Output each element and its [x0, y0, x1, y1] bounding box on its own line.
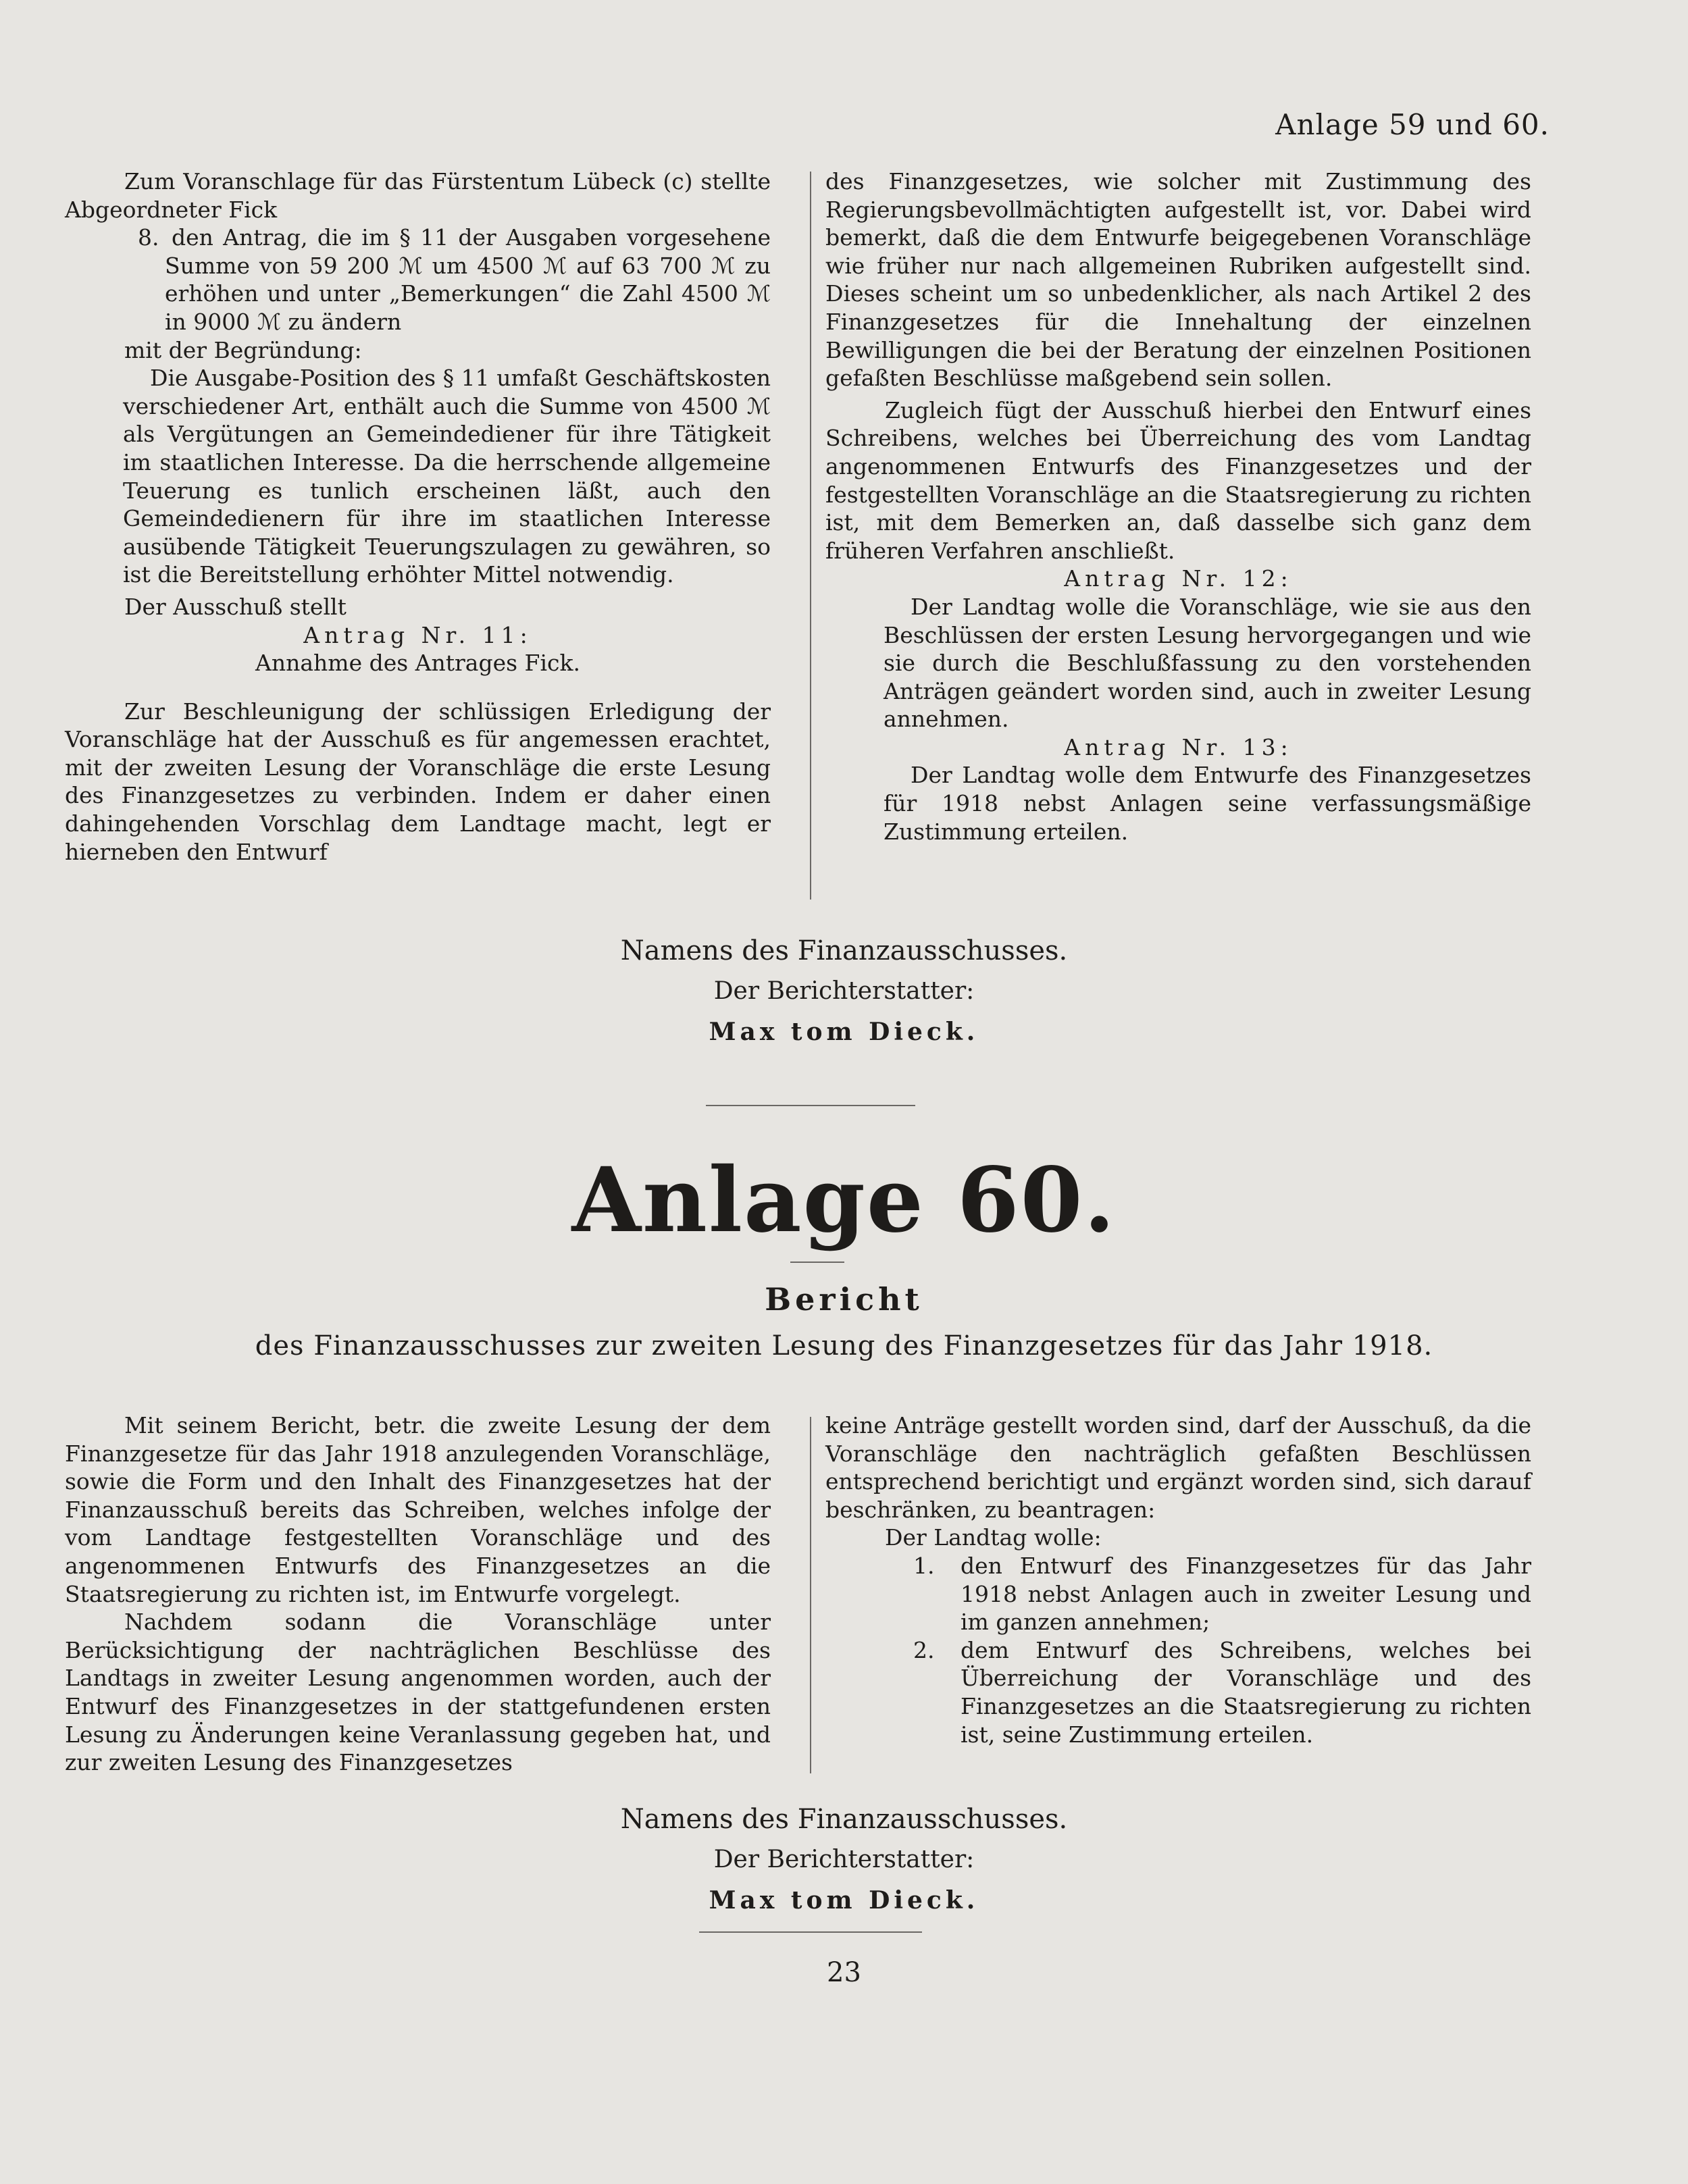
proposal-item-2 [825, 1636, 1531, 1748]
report-paragraph-1: Mit seinem Bericht, betr. die zweite Lesung der dem Finanzgesetze für das Jahr 1918 anzulegenden Voranschläge, sowie die Form und den Inhalt des Finanzgesetzes hat der Finanzausschuß bereits das Schreiben, welches infolge der vom Landtage festgestellten Voranschläge und des angenommenen Entwurfs des Finanzgesetzes an die Staatsregierung zu richten ist, im Entwurfe vorgelegt. [65, 1412, 771, 1607]
reasoning-label: mit der Begründung: [124, 336, 362, 363]
signature-committee: Namens des Finanzausschusses. [620, 1804, 1068, 1835]
appendix-title: Anlage 60. [571, 1148, 1117, 1253]
proposal-item-text: dem Entwurf des Schreibens, welches bei Überreichung der Voranschläge und des Finanzgesetzes an die Staatsregierung zu richten ist, seine Zustimmung erteilen. [961, 1636, 1531, 1748]
signature-rapporteur-label: Der Berichterstatter: [713, 977, 975, 1005]
section1-left-column [65, 167, 771, 866]
intro-paragraph: Zum Voranschlage für das Fürstentum Lübeck (c) stellte Abgeordneter Fick [65, 168, 771, 223]
section2-right-column [825, 1411, 1531, 1748]
report-heading: Bericht [765, 1281, 923, 1318]
landtag-wolle: Der Landtag wolle: [885, 1524, 1102, 1551]
motion-11-heading: Antrag Nr. 11: [303, 621, 532, 648]
section2-signature [0, 1799, 1688, 1921]
motion-12-text: Der Landtag wolle die Voranschläge, wie sie aus den Beschlüssen der ersten Lesung hervorgegangen und wie sie durch die Beschlußfassung zu den vorstehenden Anträgen geändert worden sind, auch in zweiter Lesung annehmen. [884, 593, 1531, 733]
section2-left-column [65, 1411, 771, 1777]
motion-item-text: den Antrag, die im § 11 der Ausgaben vorgesehene Summe von 59 200 ℳ um 4500 ℳ auf 63 700 ℳ zu erhöhen und unter „Bemerkungen“ die Zahl 4500 ℳ in 9000 ℳ zu ändern [165, 224, 771, 335]
section1-right-column [825, 167, 1531, 846]
signature-rapporteur-name: Max tom Dieck. [709, 1018, 979, 1046]
signature-rapporteur-label: Der Berichterstatter: [713, 1846, 975, 1873]
committee-statement: Der Ausschuß stellt [124, 593, 347, 620]
signature-committee: Namens des Finanzausschusses. [620, 935, 1068, 966]
reasoning-paragraph: Die Ausgabe-Position des § 11 umfaßt Geschäftskosten verschiedener Art, enthält auch die Summe von 4500 ℳ als Vergütungen an Gemeindediener für ihre Tätigkeit im staatlichen Interesse. Da die herrschende allgemeine Teuerung es tunlich erscheinen läßt, auch den Gemeindedienern für ihre im staatlichen Interesse ausübende Tätigkeit Teuerungszulagen zu gewähren, so ist die Bereitstellung erhöhter Mittel notwendig. [123, 365, 771, 588]
motion-item-number: 8. [138, 224, 159, 251]
motion-13-text: Der Landtag wolle dem Entwurfe des Finanzgesetzes für 1918 nebst Anlagen seine verfassungsmäßige Zustimmung erteilen. [884, 762, 1531, 845]
signature-rapporteur-name: Max tom Dieck. [709, 1886, 979, 1915]
section1-signature [0, 931, 1688, 1052]
motion-11-text: Annahme des Antrages Fick. [255, 650, 580, 677]
title-underline [790, 1262, 844, 1263]
enclosure-paragraph: Zugleich fügt der Ausschuß hierbei den Entwurf eines Schreibens, welches bei Überreichung des vom Landtag angenommenen Entwurfs des Finanzgesetzes und der festgestellten Voranschläge an die Staatsregierung zu richten ist, mit dem Bemerken an, daß dasselbe sich ganz dem früheren Verfahren anschließt. [825, 396, 1531, 564]
report-subtitle: des Finanzausschusses zur zweiten Lesung des Finanzgesetzes für das Jahr 1918. [255, 1330, 1433, 1361]
page-number: 23 [827, 1957, 861, 1988]
motion-12-heading: Antrag Nr. 12: [1064, 565, 1293, 592]
report-paragraph-2: Nachdem sodann die Voranschläge unter Berücksichtigung der nachträglichen Beschlüsse des Landtags in zweiter Lesung angenommen worden, auch der Entwurf des Finanzgesetzes in der stattgefundenen ersten Lesung zu Änderungen keine Veranlassung gegeben hat, und zur zweiten Lesung des Finanzgesetzes [65, 1609, 771, 1776]
motion-item [65, 224, 771, 336]
column-divider [810, 172, 811, 900]
column-divider-2 [810, 1417, 811, 1773]
motion-13-heading: Antrag Nr. 13: [1064, 733, 1293, 760]
proposal-item-1 [825, 1552, 1531, 1636]
continuation-paragraph: des Finanzgesetzes, wie solcher mit Zustimmung des Regierungsbevollmächtigten aufgestellt ist, vor. Dabei wird bemerkt, daß die dem Entwurfe beigegebenen Voranschläge wie früher nur nach allgemeinen Rubriken aufgestellt sind. Dieses scheint um so unbedenklicher, als nach Artikel 2 des Finanzgesetzes für die Innehaltung der einzelnen Bewilligungen die bei der Beratung der einzelnen Positionen gefaßten Beschlüsse maßgebend sein sollen. [825, 168, 1531, 392]
closing-divider [699, 1931, 922, 1933]
report-continuation: keine Anträge gestellt worden sind, darf der Ausschuß, da die Voranschläge den nachträglich gefaßten Beschlüssen entsprechend berichtigt und ergänzt worden sind, sich darauf beschränken, zu beantragen: [825, 1412, 1531, 1523]
proposal-item-text: den Entwurf des Finanzgesetzes für das Jahr 1918 nebst Anlagen auch in zweiter Lesung und im ganzen annehmen; [961, 1552, 1531, 1636]
proposal-item-number: 1. [913, 1552, 935, 1579]
running-head: Anlage 59 und 60. [1275, 108, 1550, 141]
section-divider [706, 1105, 915, 1106]
proposal-item-number: 2. [913, 1636, 935, 1663]
closing-paragraph: Zur Beschleunigung der schlüssigen Erledigung der Voranschläge hat der Ausschuß es für angemessen erachtet, mit der zweiten Lesung der Voranschläge die erste Lesung des Finanzgesetzes zu verbinden. Indem er daher einen dahingehenden Vorschlag dem Landtage macht, legt er hierneben den Entwurf [65, 698, 771, 865]
